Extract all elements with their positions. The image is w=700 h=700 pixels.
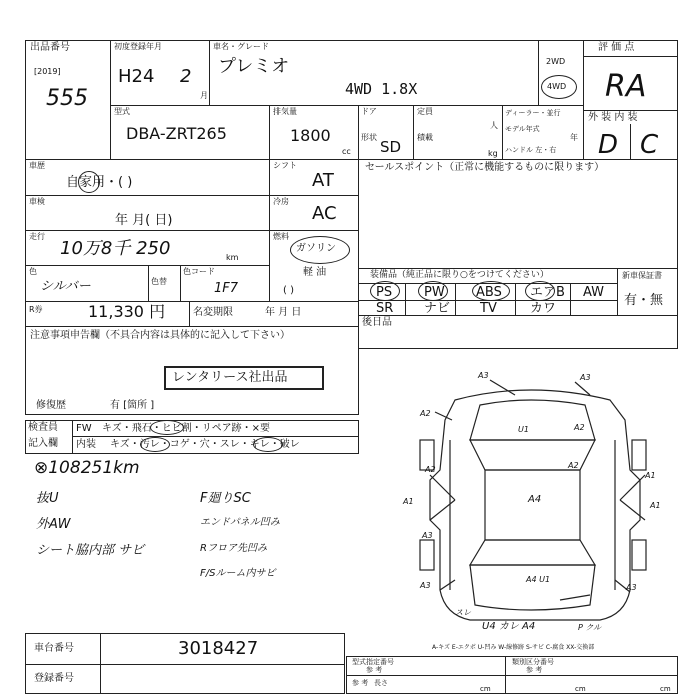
note-right-3: Rフロア先凹み <box>200 543 267 554</box>
form-ref2: 参 考 <box>526 666 543 674</box>
color: シルバー <box>40 279 91 294</box>
chassis-split <box>100 633 101 665</box>
note-right-1: F廻りSC <box>200 491 251 506</box>
mark-rear-bumper: U4 カレ A4 <box>482 621 536 632</box>
mileage-note: ⊗108251km <box>34 458 140 478</box>
length-ref: 参 考 <box>352 679 369 687</box>
color-code: 1F7 <box>214 281 239 296</box>
exterior-grade: D <box>598 130 619 160</box>
lot-number: 555 <box>46 86 88 111</box>
warranty-label: 新車保証書 <box>622 271 662 280</box>
reg-split <box>100 664 101 694</box>
chassis-label: 車台番号 <box>34 643 74 654</box>
dealer-label: ディーラー・並行 <box>505 109 561 117</box>
registration-value: 年 月 日 <box>265 307 302 318</box>
mark-a3-left-rear-door: A3 <box>422 531 433 540</box>
fuel-diesel: 軽 油 <box>303 267 327 278</box>
fw-items: キズ・飛石・ヒビ割・リペア跡・×要 <box>102 423 270 434</box>
mark-a3-front-left: A3 <box>478 371 489 380</box>
inspector-label2: 記入欄 <box>28 438 58 449</box>
interior-inspect-label: 内装 <box>76 439 96 450</box>
form-ref1: 参 考 <box>366 666 383 674</box>
model-code: DBA-ZRT265 <box>126 124 227 143</box>
color-code-label: 色コード <box>183 267 215 276</box>
model-year-label: モデル年式 <box>505 125 540 133</box>
equip-navi: ナビ <box>424 301 451 316</box>
width-cm: cm <box>575 685 586 693</box>
mark-a4-roof: A4 <box>528 494 542 505</box>
color-label: 色 <box>29 267 37 276</box>
note-left-2: 外AW <box>36 517 71 532</box>
mark-a2-front-left: A2 <box>420 409 431 418</box>
shape-label: 形状 <box>361 133 377 142</box>
cc-unit: cc <box>342 147 351 156</box>
registration-no-label: 登録番号 <box>34 673 74 684</box>
capacity-label: 定員 <box>417 107 433 116</box>
mark-a2-roof-right: A2 <box>568 461 579 470</box>
legend: A-キズ E-エクボ U-凹み W-線修跡 S-サビ C-腐食 XX-交換部 <box>432 644 595 651</box>
drive-4wd: 4WD <box>547 82 567 91</box>
equip-pw: PW <box>424 285 445 300</box>
displacement: 1800 <box>290 126 331 145</box>
mark-a3-rear-right: A3 <box>626 583 637 592</box>
model-code-label: 型式 <box>114 107 130 116</box>
shift: AT <box>312 170 334 191</box>
ac-label: 冷房 <box>273 197 289 206</box>
ext-int-label: 外 装 内 装 <box>588 112 638 123</box>
fuel-label: 燃料 <box>273 232 289 241</box>
rental-stamp-text: レンタリース社出品 <box>172 370 288 385</box>
equip-airbag: エアB <box>530 285 565 300</box>
history-label: 車歴 <box>29 161 45 170</box>
handle-label: ハンドル 左・右 <box>505 146 557 154</box>
note-left-1: 抜U <box>36 491 59 506</box>
equip-sr: SR <box>376 301 394 316</box>
mark-a2-left-side: A2 <box>425 465 436 474</box>
load-label: 積載 <box>417 133 433 142</box>
fw-label: FW <box>76 423 92 434</box>
first-reg-month: 2 <box>180 66 192 87</box>
month-unit: 月 <box>200 91 208 100</box>
year-unit: 年 <box>570 133 578 142</box>
note-right-2: エンドパネル凹み <box>200 517 280 528</box>
shift-label: シフト <box>273 161 297 170</box>
length-cm: cm <box>480 685 491 693</box>
form-label1: 型式指定番号 <box>352 658 394 666</box>
first-reg-label: 初度登録年月 <box>114 42 162 51</box>
grade-label: 評 価 点 <box>598 42 635 53</box>
kg-unit: kg <box>488 149 498 158</box>
fuel-gas: ガソリン <box>296 243 336 254</box>
model-name: プレミオ <box>218 56 290 77</box>
length-label: 長さ <box>374 679 388 687</box>
notes-label: 注意事項申告欄（不具合内容は具体的に記入して下さい） <box>30 330 290 341</box>
equip-leather: カワ <box>530 301 557 316</box>
model-name-label: 車名・グレード <box>213 42 269 51</box>
fuel-other: ( ) <box>283 285 294 296</box>
mark-p-clear: P クル <box>578 623 602 632</box>
registration-label: 名変期限 <box>193 307 233 318</box>
mark-a4-u1-trunk: A4 U1 <box>526 575 551 584</box>
equip-tv: TV <box>480 301 497 316</box>
mark-a2-hood: A2 <box>574 423 585 432</box>
note-left-3: シート脇内部 サビ <box>36 543 145 558</box>
equip-aw: AW <box>583 285 605 300</box>
form-label2: 類別区分番号 <box>512 658 554 666</box>
inspection-value: 年 月( 日) <box>115 213 173 228</box>
shape: SD <box>380 138 402 156</box>
recycle-value: 11,330 円 <box>88 302 166 321</box>
lot-number-label: 出品番号 <box>30 42 70 53</box>
repair-label: 修復歴 <box>36 400 66 411</box>
history-value: 自家用・( ) <box>66 175 133 190</box>
grade-value: RA <box>605 69 647 104</box>
note-right-4: F/Sルーム内サビ <box>200 568 276 579</box>
year-tag: [2019] <box>34 67 61 76</box>
interior-inspect-items: キズ・汚レ・コゲ・穴・スレ・キレ・破レ <box>110 439 300 450</box>
recycle-label: R券 <box>29 305 43 314</box>
displacement-label: 排気量 <box>273 107 297 116</box>
after-items-label: 後日品 <box>362 317 392 328</box>
inspection-label: 車検 <box>29 197 45 206</box>
color-change-label: 色替 <box>151 277 167 286</box>
inspector-label1: 検査員 <box>28 422 58 433</box>
equipment-label: 装備品（純正品に限り○をつけてください） <box>370 270 549 280</box>
km-unit: km <box>226 253 239 262</box>
sales-point-label: セールスポイント（正常に機能するものに限ります） <box>365 162 605 173</box>
warranty-value: 有・無 <box>624 293 664 308</box>
mark-a1-right-upper: A1 <box>645 471 656 480</box>
mark-u1-hood: U1 <box>518 425 529 434</box>
height-cm: cm <box>660 685 671 693</box>
mileage-label: 走行 <box>29 232 45 241</box>
form-divider <box>346 675 678 676</box>
mark-scuff: スレ <box>455 608 471 617</box>
interior-grade: C <box>640 130 659 160</box>
first-reg-year: H24 <box>118 66 155 87</box>
repair-value: 有 [箇所 ] <box>110 400 155 411</box>
equip-ps: PS <box>376 285 393 300</box>
person-unit: 人 <box>490 121 498 130</box>
drive-2wd: 2WD <box>546 57 566 66</box>
mark-a3-rear-left: A3 <box>420 581 431 590</box>
door-label: ドア <box>361 107 377 116</box>
ac: AC <box>312 203 337 224</box>
equip-abs: ABS <box>476 285 502 300</box>
mark-a3-front-right: A3 <box>580 373 591 382</box>
mark-a1-left: A1 <box>403 497 414 506</box>
mileage-value: 10万8千 250 <box>60 238 171 259</box>
mark-a1-right-lower: A1 <box>650 501 661 510</box>
grade: 4WD 1.8X <box>345 80 418 98</box>
chassis-number: 3018427 <box>178 638 259 659</box>
